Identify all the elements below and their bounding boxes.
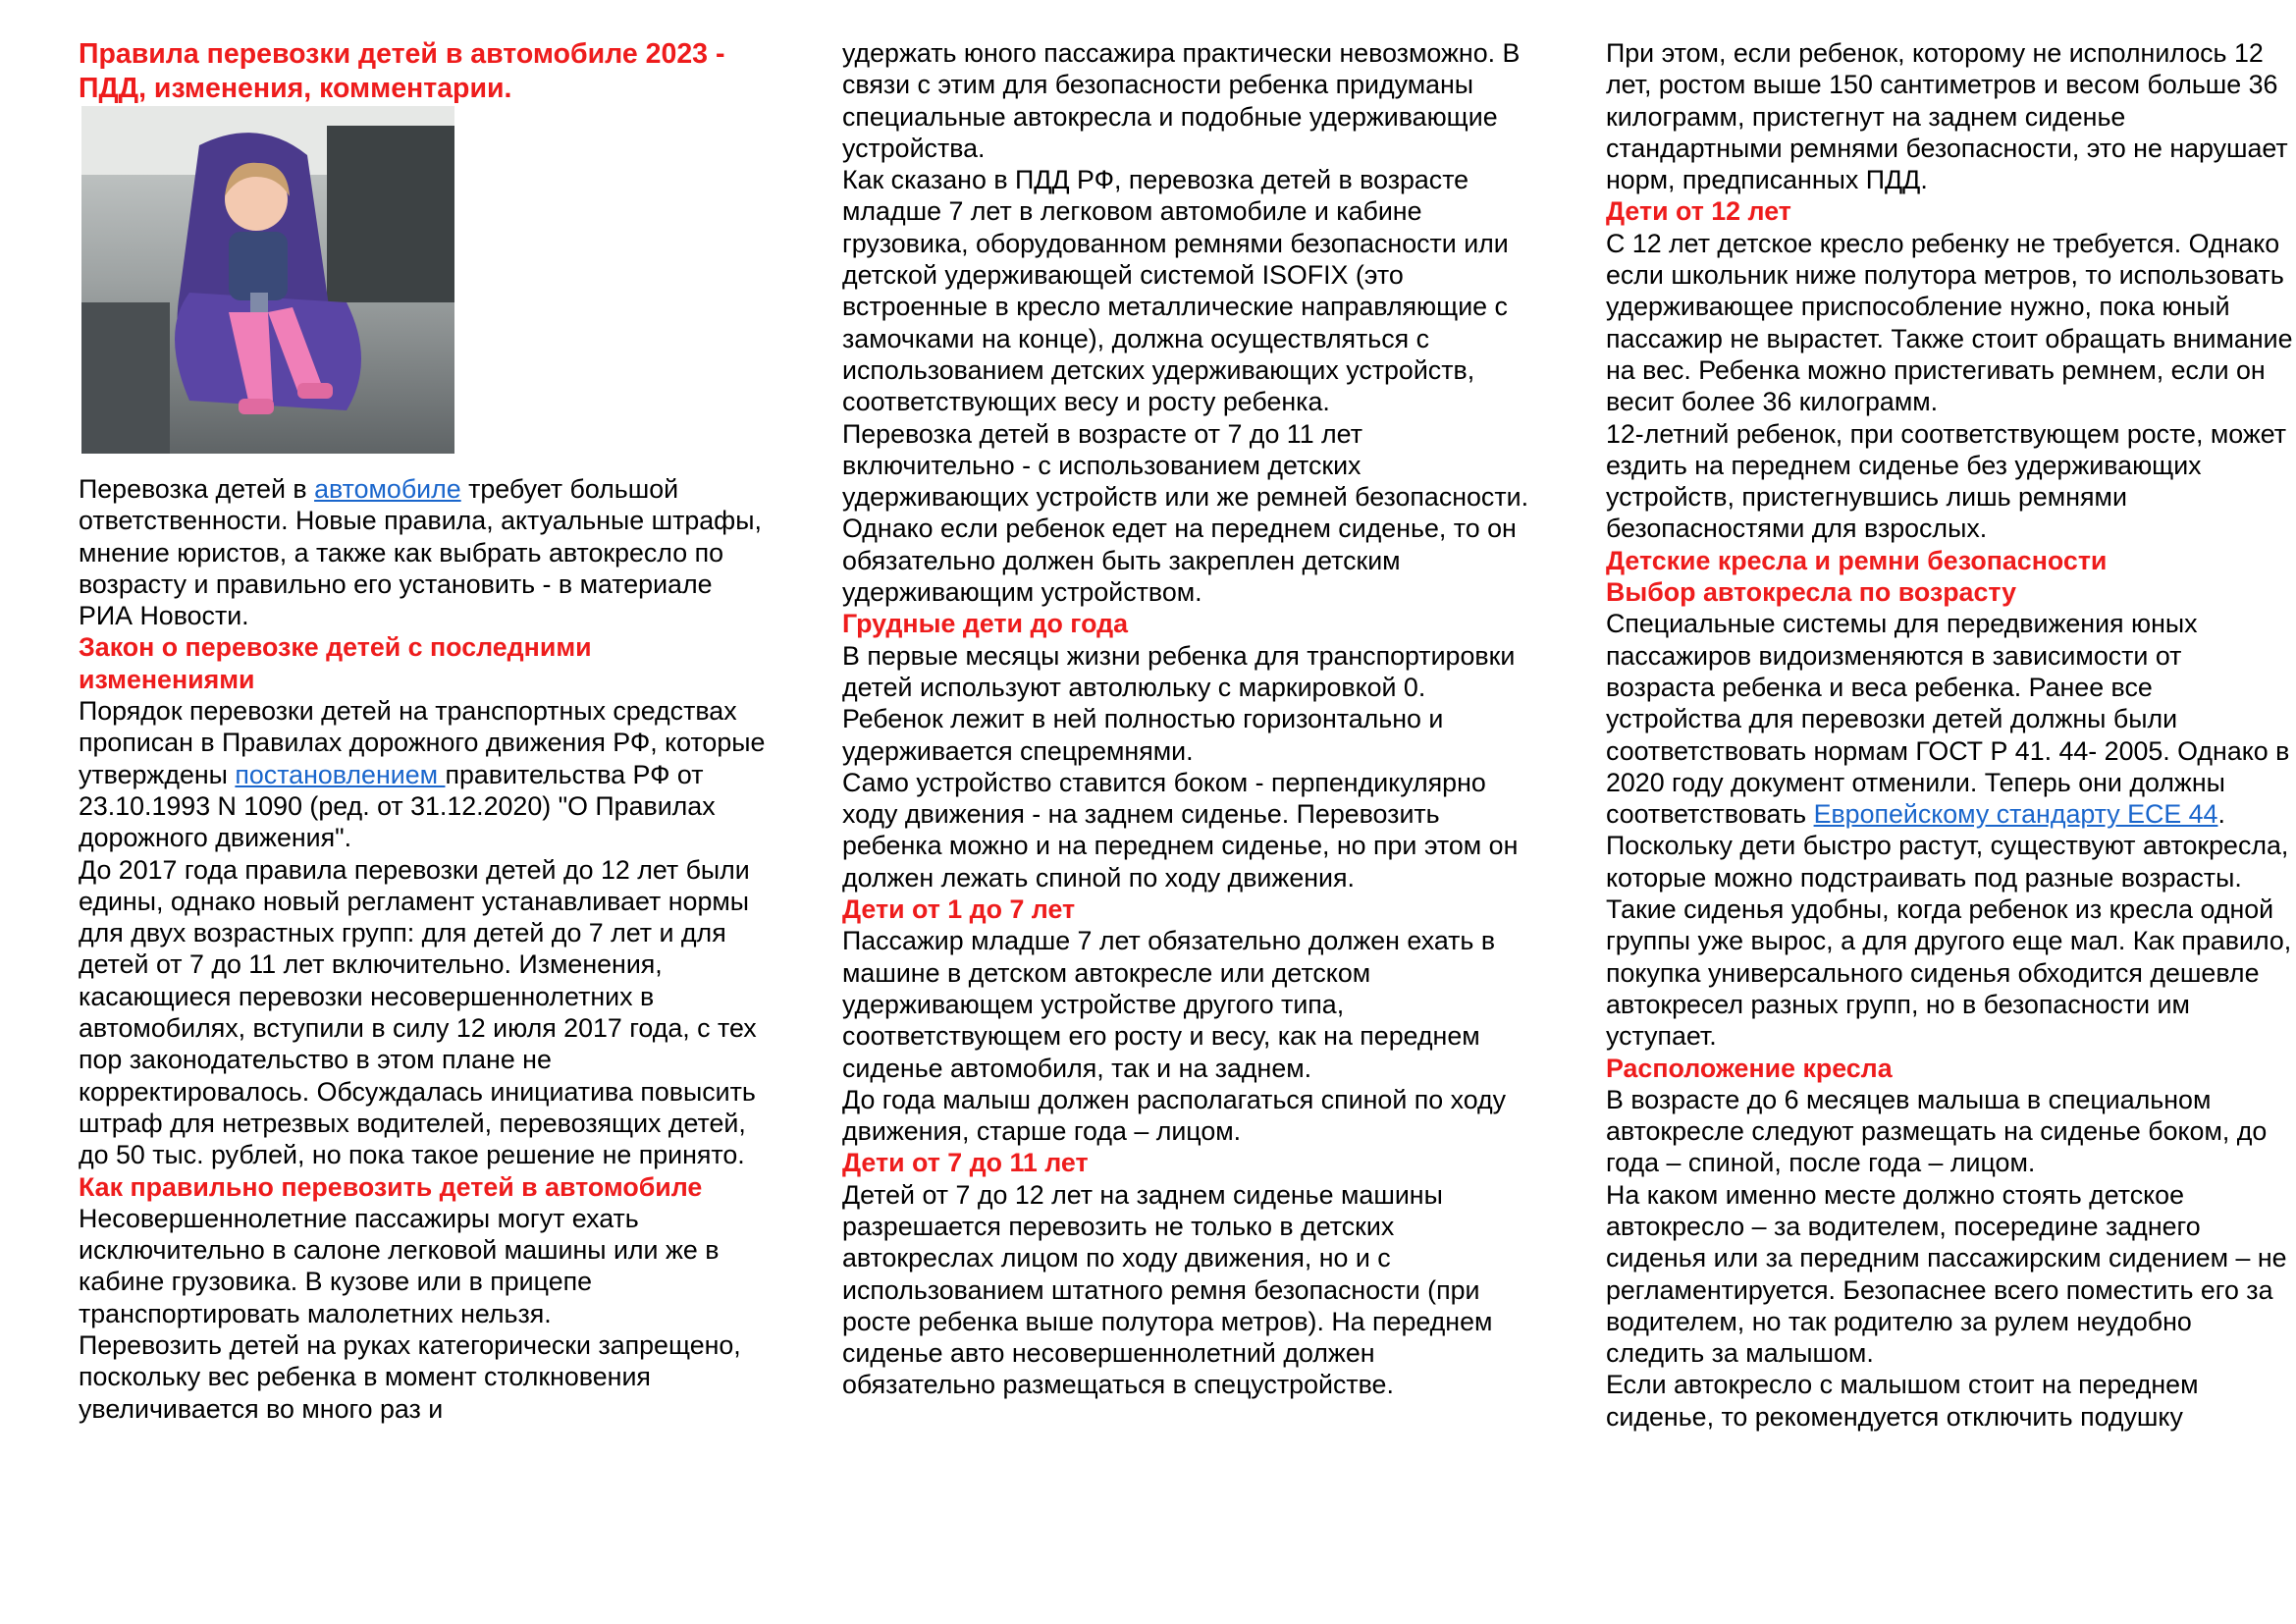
heading-seats: Детские кресла и ремни безопасности xyxy=(1606,545,2108,575)
paragraph-under-7: Как сказано в ПДД РФ, перевозка детей в возрасте младше 7 лет в легковом автомобиле и кабине грузовика, оборудованном ремнями безопасности или детской удерживающей системой ISOFIX (это встроенные в кресло металлические направляющие с замочками на конце), должна осуществляться с использованием детских удерживающих устройств, соответствующих весу и росту ребенка. xyxy=(842,165,1509,417)
paragraph-infants-2: Само устройство ставится боком - перпендикулярно ходу движения - на заднем сиденье. Перевозить ребенка можно и на переднем сиденье, но при этом он должен лежать спиной по ходу движения. xyxy=(842,767,1519,893)
paragraph-1-to-7-b: До года малыш должен располагаться спиной по ходу движения, старше года – лицом. xyxy=(842,1084,1507,1147)
paragraph-how-1: Несовершеннолетние пассажиры могут ехать исключительно в салоне легковой машины или же в кабине грузовика. В кузове или в прицепе транспортировать малолетних нельзя. xyxy=(79,1203,720,1328)
article-title: Правила перевозки детей в автомобиле 2023 - ПДД, изменения, комментарии. xyxy=(79,38,725,104)
ece44-link[interactable]: Европейскому стандарту ЕСЕ 44 xyxy=(1813,799,2218,830)
column-3 xyxy=(1606,37,2293,1433)
paragraph-12-a: С 12 лет детское кресло ребенку не требуется. Однако если школьник ниже полутора метров, то использовать удерживающее приспособление нужно, пока юный пассажир не вырастет. Также стоит обращать внимание на вес. Ребенка можно пристегивать ремнем, если он весит более 36 килограмм. xyxy=(1606,228,2293,417)
heading-how: Как правильно перевозить детей в автомобиле xyxy=(79,1171,703,1202)
paragraph-placement-1: В возрасте до 6 месяцев малыша в специальном автокресле следуют размещать на сиденье боком, до года – спиной, после года – лицом. xyxy=(1606,1084,2268,1178)
intro-link[interactable]: автомобиле xyxy=(314,474,461,504)
intro-paragraph: Перевозка детей в автомобиле требует большой ответственности. Новые правила, актуальные штрафы, мнение юристов, а также как выбрать автокресло по возрасту и правильно его установить - в материале РИА Новости. xyxy=(79,474,762,631)
column-2 xyxy=(842,37,1529,1401)
heading-7-to-11: Дети от 7 до 11 лет xyxy=(842,1148,1089,1178)
law-link[interactable]: постановлением xyxy=(235,759,446,789)
paragraph-2017: До 2017 года правила перевозки детей до 12 лет были едины, однако новый регламент устанавливает нормы для двух возрастных групп: для детей до 7 лет и для детей от 7 до 11 лет включительно. Изменения, касающиеся перевозки несовершеннолетних в автомобилях, вступили в силу 12 июля 2017 года, с тех пор законодательство в этом плане не корректировалось. Обсуждалась инициатива повысить штраф для нетрезвых водителей, перевозящих детей, до 50 тыс. рублей, но пока такое решение не принято. xyxy=(79,854,757,1170)
paragraph-placement-2: На каком именно месте должно стоять детское автокресло – за водителем, посередине заднего сиденья или за передним пассажирским сидением – не регламентируется. Безопаснее всего поместить его за водителем, но так родителю за рулем неудобно следить за малышом. xyxy=(1606,1179,2287,1369)
heading-infants: Грудные дети до года xyxy=(842,609,1129,639)
heading-12: Дети от 12 лет xyxy=(1606,196,1791,227)
heading-placement: Расположение кресла xyxy=(1606,1053,1893,1083)
paragraph-infants-1: В первые месяцы жизни ребенка для транспортировки детей используют автолюльку с маркировкой 0. Ребенок лежит в ней полностью горизонтально и удерживается спецремнями. xyxy=(842,640,1516,766)
paragraph-grow: Поскольку дети быстро растут, существуют автокресла, которые можно подстраивать под разные возрасты. Такие сиденья удобны, когда ребенок из кресла одной группы уже вырос, а для другого еще мал. Как правило, покупка универсального сиденья обходится дешевле автокресел разных групп, но в безопасности им уступает. xyxy=(1606,831,2292,1052)
paragraph-7-to-11: Перевозка детей в возрасте от 7 до 11 лет включительно - с использованием детских удерживающих устройств или же ремней безопасности. Однако если ребенок едет на переднем сиденье, то он обязательно должен быть закреплен детским удерживающим устройством. xyxy=(842,418,1529,608)
column-1 xyxy=(79,37,766,1425)
paragraph-1-to-7-a: Пассажир младше 7 лет обязательно должен ехать в машине в детском автокресле или детском удерживающем устройстве другого типа, соответствующем его росту и весу, как на переднем сиденье автомобиля, так и на заднем. xyxy=(842,926,1496,1083)
child-car-seat-photo xyxy=(81,106,454,454)
paragraph-how-2: Перевозить детей на руках категорически запрещено, поскольку вес ребенка в момент столкновения увеличивается во много раз и xyxy=(79,1330,741,1424)
paragraph-12-b: 12-летний ребенок, при соответствующем росте, может ездить на переднем сиденье без удерживающих устройств, пристегнувшись лишь ремнями безопасностями для взрослых. xyxy=(1606,418,2287,544)
law-paragraph: Порядок перевозки детей на транспортных средствах прописан в Правилах дорожного движения РФ, которые утверждены постановлением правительства РФ от 23.10.1993 N 1090 (ред. от 31.12.2020) "О Правилах дорожного движения". xyxy=(79,696,766,853)
heading-1-to-7: Дети от 1 до 7 лет xyxy=(842,894,1076,925)
paragraph-placement-3: Если автокресло с малышом стоит на переднем сиденье, то рекомендуется отключить подушку xyxy=(1606,1370,2199,1432)
paragraph-continued: удержать юного пассажира практически невозможно. В связи с этим для безопасности ребенка придуманы специальные автокресла и подобные удерживающие устройства. xyxy=(842,38,1521,163)
heading-choice: Выбор автокресла по возрасту xyxy=(1606,577,2017,608)
heading-law: Закон о перевозке детей с последними изменениями xyxy=(79,632,592,694)
paragraph-choice: Специальные системы для передвижения юных пассажиров видоизменяются в зависимости от возраста ребенка и веса ребенка. Ранее все устройства для перевозки детей должны были соответствовать нормам ГОСТ Р 41. 44- 2005. Однако в 2020 году документ отменили. Теперь они должны соответствовать Европейскому стандарту ЕСЕ 44. xyxy=(1606,609,2290,830)
paragraph-continued-3: При этом, если ребенок, которому не исполнилось 12 лет, ростом выше 150 сантиметров и весом больше 36 килограмм, пристегнут на заднем сиденье стандартными ремнями безопасности, это не нарушает норм, предписанных ПДД. xyxy=(1606,38,2288,195)
paragraph-7-to-11-b: Детей от 7 до 12 лет на заднем сиденье машины разрешается перевозить не только в детских автокреслах лицом по ходу движения, но и с использованием штатного ремня безопасности (при росте ребенка выше полутора метров). На переднем сиденье авто несовершеннолетний должен обязательно размещаться в спецустройстве. xyxy=(842,1179,1493,1400)
